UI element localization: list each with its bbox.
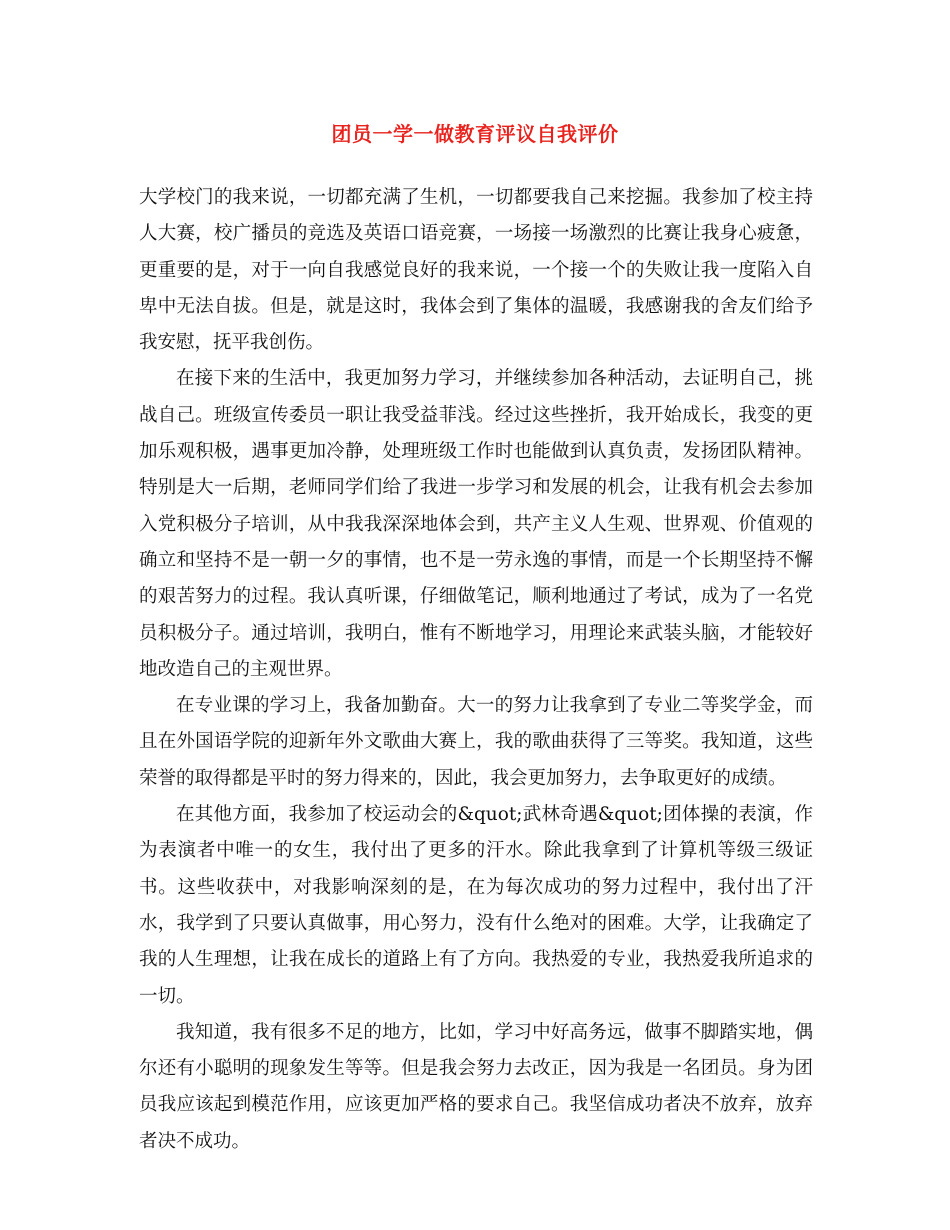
paragraph-2: 在接下来的生活中，我更加努力学习，并继续参加各种活动，去证明自己，挑战自己。班级宣传委员一职让我受益菲浅。经过这些挫折，我开始成长，我变的更加乐观积极，遇事更加冷静，处理班级工作时也能做到认真负责，发扬团队精神。特别是大一后期，老师同学们给了我进一步学习和发展的机会，让我有机会去参加入党积极分子培训，从中我我深深地体会到，共产主义人生观、世界观、价值观的确立和坚持不是一朝一夕的事情，也不是一劳永逸的事情，而是一个长期坚持不懈的艰苦努力的过程。我认真听课，仔细做笔记，顺利地通过了考试，成为了一名党员积极分子。通过培训，我明白，惟有不断地学习，用理论来武装头脑，才能较好地改造自己的主观世界。 bbox=[139, 368, 813, 680]
document-title: 团员一学一做教育评议自我评价 bbox=[331, 122, 619, 146]
paragraph-1: 大学校门的我来说，一切都充满了生机，一切都要我自己来挖掘。我参加了校主持人大赛，校广播员的竞选及英语口语竞赛，一场接一场激烈的比赛让我身心疲惫，更重要的是，对于一向自我感觉良好的我来说，一个接一个的失败让我一度陷入自卑中无法自拔。但是，就是这时，我体会到了集体的温暖，我感谢我的舍友们给予我安慰，抚平我创伤。 bbox=[139, 187, 813, 354]
document-body bbox=[139, 180, 813, 1160]
paragraph-3: 在专业课的学习上，我备加勤奋。大一的努力让我拿到了专业二等奖学金，而且在外国语学院的迎新年外文歌曲大赛上，我的歌曲获得了三等奖。我知道，这些荣誉的取得都是平时的努力得来的，因此，我会更加努力，去争取更好的成绩。 bbox=[139, 695, 813, 789]
paragraph-5: 我知道，我有很多不足的地方，比如，学习中好高务远，做事不脚踏实地，偶尔还有小聪明的现象发生等等。但是我会努力去改正，因为我是一名团员。身为团员我应该起到模范作用，应该更加严格的要求自己。我坚信成功者决不放弃，放弃者决不成功。 bbox=[139, 1021, 813, 1152]
paragraph-4: 在其他方面，我参加了校运动会的&quot;武林奇遇&quot;团体操的表演，作为表演者中唯一的女生，我付出了更多的汗水。除此我拿到了计算机等级三级证书。这些收获中，对我影响深刻的是，在为每次成功的努力过程中，我付出了汗水，我学到了只要认真做事，用心努力，没有什么绝对的困难。大学，让我确定了我的人生理想，让我在成长的道路上有了方向。我热爱的专业，我热爱我所追求的一切。 bbox=[139, 804, 813, 1007]
